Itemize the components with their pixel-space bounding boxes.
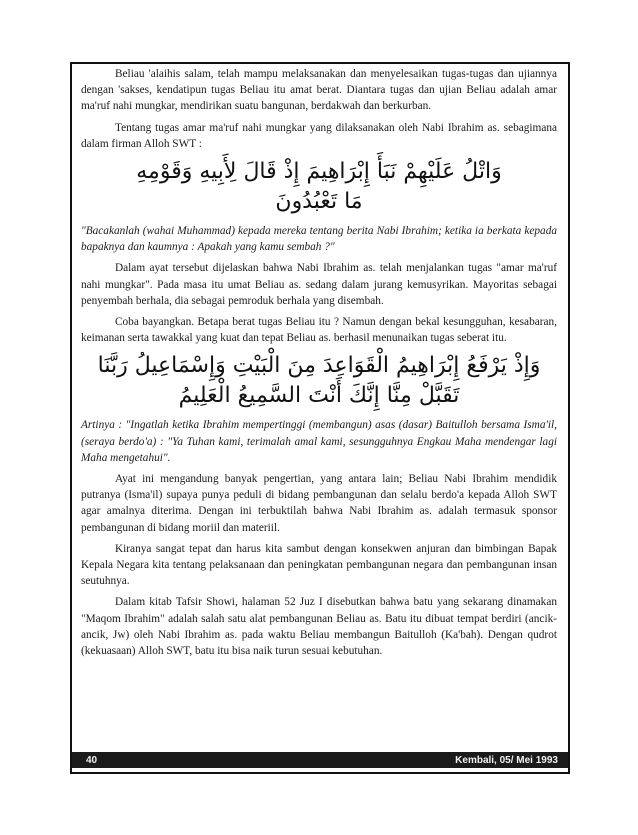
quran-verse-2-line-1: وَإِذْ يَرْفَعُ إِبْرَاهِيمُ الْقَوَاعِدَ مِنَ الْبَيْتِ وَإِسْمَاعِيلُ رَبَّنَا — [97, 353, 541, 379]
quran-verse-2-line-2: تَقَبَّلْ مِنَّا إِنَّكَ أَنْتَ السَّمِيعُ الْعَلِيمُ — [178, 383, 460, 409]
paragraph-2: Tentang tugas amar ma'ruf nahi mungkar yang dilaksanakan oleh Nabi Ibrahim as. sebagimana dalam firman Alloh SWT : — [81, 121, 557, 150]
quran-verse-1-line-2: مَا تَعْبُدُونَ — [275, 189, 363, 215]
quran-verse-1 — [81, 157, 557, 217]
paragraph-8: Kiranya sangat tepat dan harus kita sambut dengan konsekwen anjuran dan bimbingan Bapak Kepala Negara kita tentang pelaksanaan dan peningkatan pembangunan negara dan pembangunan insan seutuhnya. — [81, 542, 557, 588]
translation-2: Artinya : "Ingatlah ketika Ibrahim mempertinggi (membangun) asas (dasar) Baitulloh bersama Isma'il, (seraya berdo'a) : "Ya Tuhan kami, terimalah amal kami, sesungguhnya Engkau Maha mendengar lagi Maha mengetahui". — [81, 419, 557, 464]
page-number: 40 — [86, 754, 98, 766]
paragraph-7: Ayat ini mengandung banyak pengertian, yang antara lain; Beliau Nabi Ibrahim mendidik putranya (Isma'il) supaya punya peduli di bidang pembangunan dan selalu berdo'a kepada Alloh SWT agar amalnya diterima. Dengan ini terbuktilah bahwa Nabi Ibrahim as. adalah termasuk sponsor pembangunan di bidang moriil dan materiil. — [81, 473, 557, 534]
paragraph-9: Dalam kitab Tafsir Showi, halaman 52 Juz I disebutkan bahwa batu yang sekarang dinamakan "Maqom Ibrahim" adalah salah satu alat pembangunan Beliau as. Batu itu dibuat tempat berdiri (ancik- ancik, Jw) oleh Nabi Ibrahim as. pada waktu Beliau membangun Baitulloh (Ka'bah). Dengan qudrot (kekuasaan) Alloh SWT, batu itu bisa naik turun sesuai kebutuhan. — [81, 596, 557, 658]
paragraph-5: Coba bayangkan. Betapa berat tugas Beliau itu ? Namun dengan bekal kesungguhan, kesabaran, keimanan serta tawakkal yang kuat dan tepat Beliau as. berhasil menunaikan tugas seberat itu. — [81, 316, 557, 345]
paragraph-4: Dalam ayat tersebut dijelaskan bahwa Nabi Ibrahim as. telah menjalankan tugas "amar ma'ruf nahi mungkar". Pada masa itu umat Beliau as. sedang dalam jurang kemusyrikan. Mayoritas sebagai penyembah berhala, dia sebagai pemroduk berhala yang disembah. — [81, 262, 557, 307]
page-footer — [72, 752, 568, 768]
article-body — [81, 66, 557, 664]
quran-verse-1-line-1: وَاتْلُ عَلَيْهِمْ نَبَأَ إِبْرَاهِيمَ إِذْ قَالَ لِأَبِيهِ وَقَوْمِهِ — [136, 159, 502, 185]
paragraph-1: Beliau 'alaihis salam, telah mampu melaksanakan dan menyelesaikan tugas-tugas dan ujiannya dengan 'sakses, kendatipun tugas Beliau itu amat berat. Diantara tugas dan ujian Beliau adalah amar ma'ruf nahi mungkar, mendirikan suatu bangunan, berdakwah dan berkurban. — [81, 68, 557, 113]
translation-1: "Bacakanlah (wahai Muhammad) kepada mereka tentang berita Nabi Ibrahim; ketika ia berkata kepada bapaknya dan kaumnya : Apakah yang kamu sembah ?" — [81, 225, 557, 254]
issue-label: Kembali, 05/ Mei 1993 — [455, 754, 558, 766]
quran-verse-2 — [81, 351, 557, 411]
